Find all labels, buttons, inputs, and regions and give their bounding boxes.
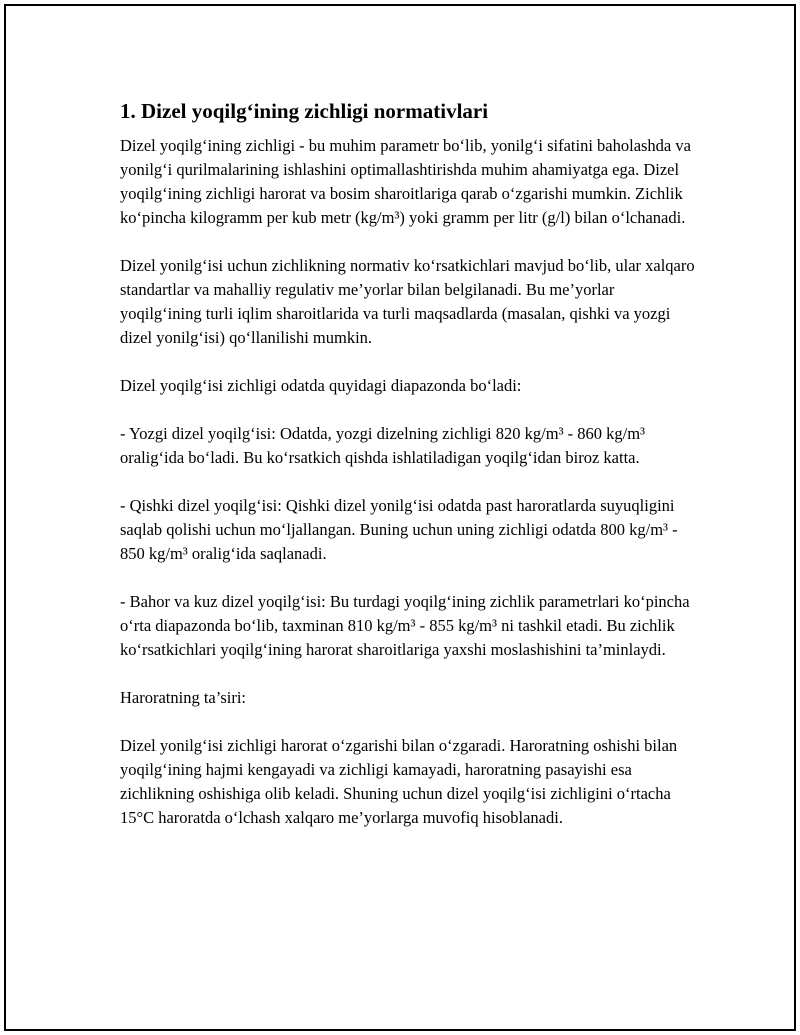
paragraph-standards: Dizel yonilg‘isi uchun zichlikning normativ ko‘rsatkichlari mavjud bo‘lib, ular xalqaro standartlar va mahalliy regulativ me’yorlar bilan belgilanadi. Bu me’yorlar yoqilg‘ining turli iqlim sharoitlarida va turli maqsadlarda (masalan, qishki va yozgi dizel yonilg‘isi) qo‘llanilishi mumkin.: [120, 256, 695, 347]
section-heading: 1. Dizel yoqilg‘ining zichligi normativlari: [120, 99, 489, 123]
paragraph-range-intro: Dizel yoqilg‘isi zichligi odatda quyidagi diapazonda bo‘ladi:: [120, 376, 522, 395]
paragraph-temperature: Dizel yonilg‘isi zichligi harorat o‘zgarishi bilan o‘zgaradi. Haroratning oshishi bilan yoqilg‘ining hajmi kengayadi va zichligi kamayadi, haroratning pasayishi esa zichlikning oshishiga olib keladi. Shuning uchun dizel yoqilg‘isi zichligini o‘rtacha 15°C haroratda o‘lchash xalqaro me’yorlarga muvofiq hisoblanadi.: [120, 736, 678, 827]
paragraph-intro: Dizel yoqilg‘ining zichligi - bu muhim parametr bo‘lib, yonilg‘i sifatini baholashda va yonilg‘i qurilmalarining ishlashini optimallashtirishda muhim ahamiyatga ega. Dizel yoqilg‘ining zichligi harorat va bosim sharoitlariga qarab o‘zgarishi mumkin. Zichlik ko‘pincha kilogramm per kub metr (kg/m³) yoki gramm per litr (g/l) bilan o‘lchanadi.: [120, 136, 691, 227]
list-item-spring-autumn-diesel: - Bahor va kuz dizel yoqilg‘isi: Bu turdagi yoqilg‘ining zichlik parametrlari ko‘pincha o‘rta diapazonda bo‘lib, taxminan 810 kg/m³ - 855 kg/m³ ni tashkil etadi. Bu zichlik ko‘rsatkichlari yoqilg‘ining harorat sharoitlariga yaxshi moslashishini ta’minlaydi.: [120, 592, 690, 659]
paragraph-temperature-heading: Haroratning ta’siri:: [120, 688, 247, 707]
document-page: [4, 4, 796, 1031]
list-item-summer-diesel: - Yozgi dizel yoqilg‘isi: Odatda, yozgi dizelning zichligi 820 kg/m³ - 860 kg/m³ oralig‘ida bo‘ladi. Bu ko‘rsatkich qishda ishlatiladigan yoqilg‘idan biroz katta.: [120, 424, 645, 467]
document-body: [120, 96, 700, 854]
list-item-winter-diesel: - Qishki dizel yoqilg‘isi: Qishki dizel yonilg‘isi odatda past haroratlarda suyuqligini saqlab qolishi uchun mo‘ljallangan. Buning uchun uning zichligi odatda 800 kg/m³ - 850 kg/m³ oralig‘ida saqlanadi.: [120, 496, 678, 563]
